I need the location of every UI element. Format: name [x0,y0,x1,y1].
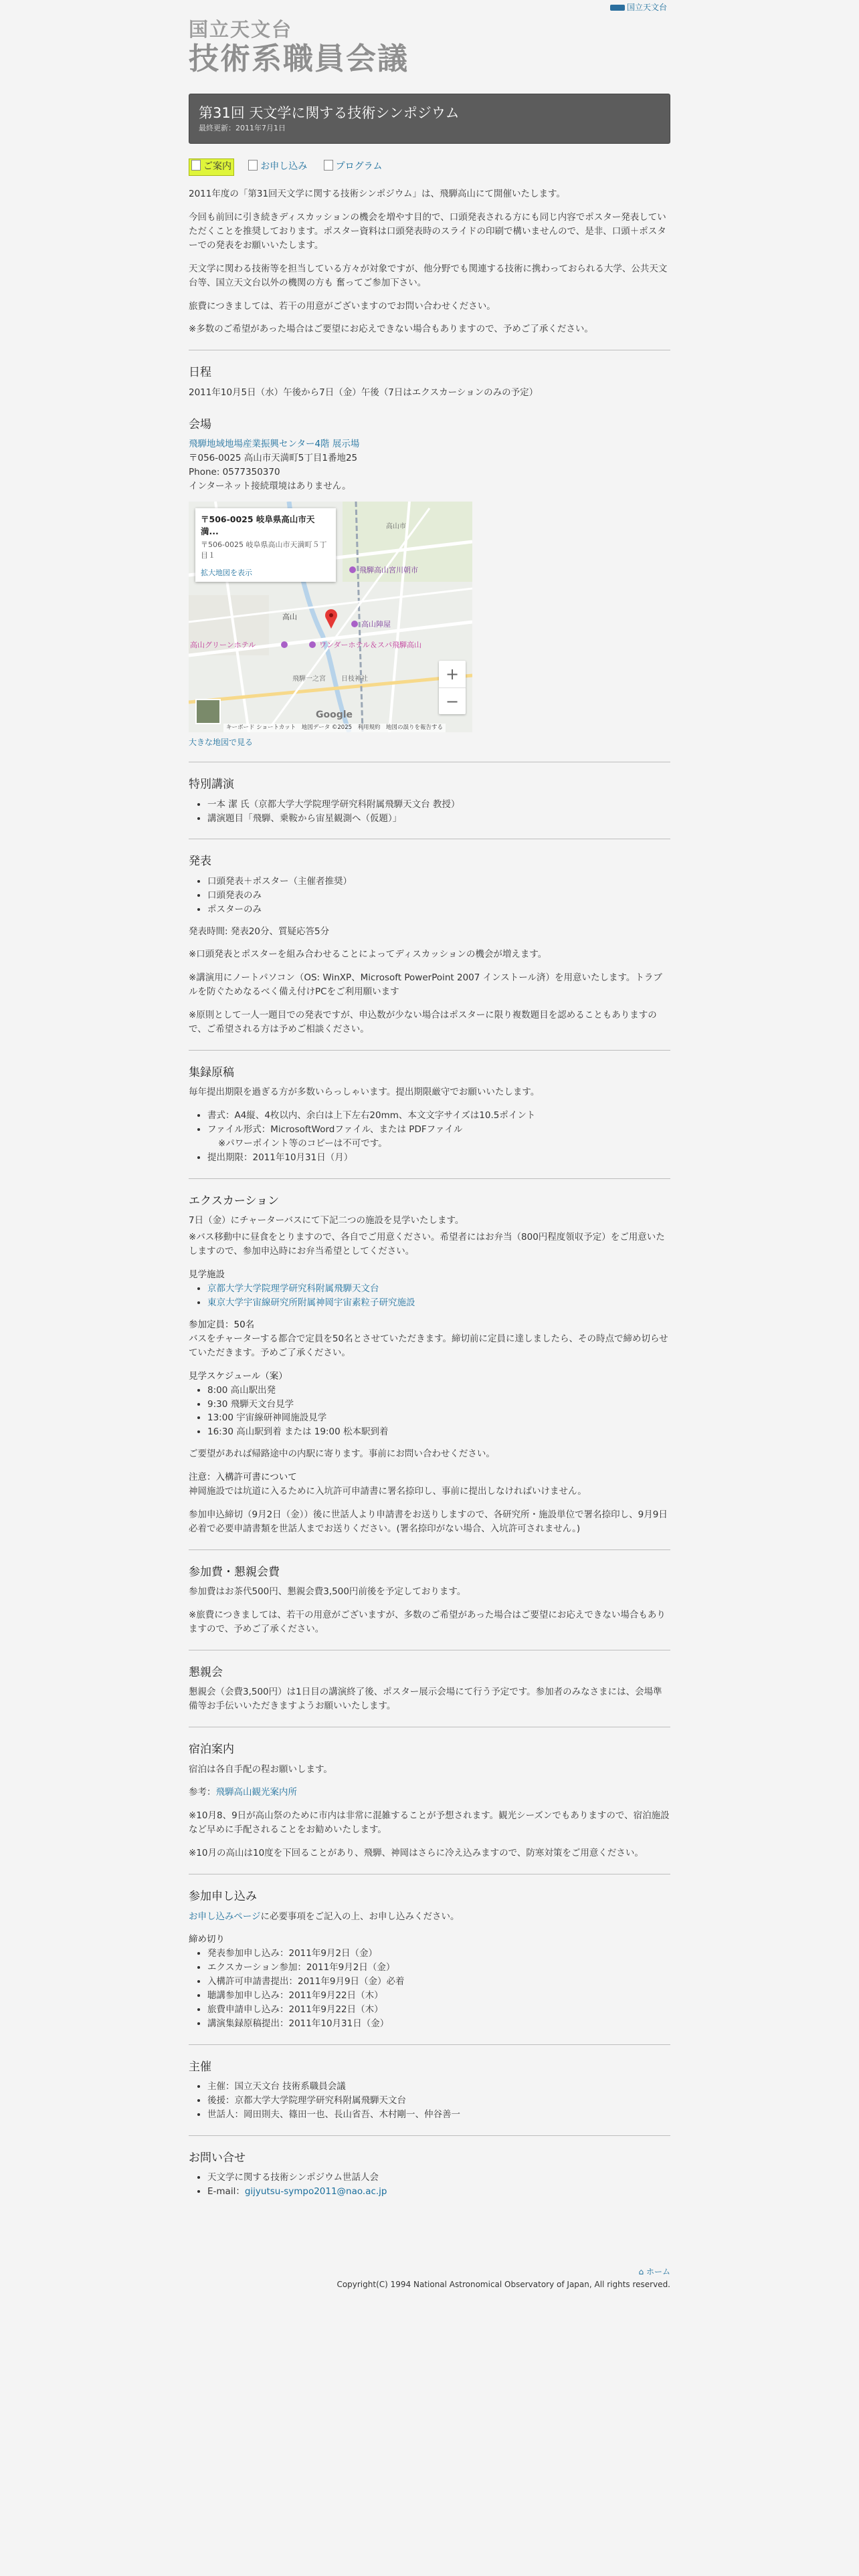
list-item: • 口頭発表＋ポスター（主催者推奨） [207,875,670,889]
naoj-top-link[interactable] [610,1,667,14]
list-item [207,1296,670,1310]
home-link-label: ホーム [646,2267,670,2276]
caution-text: 神岡施設では坑道に入るために入坑許可申請書に署名捺印し、事前に提出しなければいけません。 [189,1486,587,1497]
facility-link[interactable]: 京都大学大学院理学研究科附属飛騨天文台 [207,1283,379,1295]
email-link[interactable]: gijyutsu-sympo2011@nao.ac.jp [244,2186,387,2197]
list-item: • 13:00 宇宙線研神岡施設見学 [207,1411,670,1425]
subheading: 見学施設 [189,1269,225,1281]
list-item: • 入構許可申請書提出：2011年9月9日（金）必着 [207,1975,670,1989]
map-poi: 高山陣屋 [361,619,391,629]
intro-text: 2011年度の「第31回天文学に関する技術シンポジウム」は、飛騨高山にて開催いたします。 [189,189,565,199]
list-item: • エクスカーション参加：2011年9月2日（金） [207,1961,670,1975]
lodging-text: 宿泊は各自手配の程お願いします。 [189,1763,332,1775]
list-item [207,2185,670,2199]
section-party [189,1650,670,1713]
section-heading: 発表 [189,855,211,869]
map-poi: 高山グリーンホテル [190,640,256,649]
section-schedule [189,350,670,399]
map-info-title: 〒506-0025 岐阜県高山市天満... [201,514,315,536]
page-title-bar [189,94,670,144]
tab-program[interactable] [322,159,385,175]
list-item: • 旅費申請申し込み：2011年9月22日（木） [207,2003,670,2017]
big-map-link[interactable]: 大きな地図で見る [189,737,254,747]
venue-link[interactable]: 飛騨地域地場産業振興センター4階 展示場 [189,438,360,449]
section-heading: 会場 [189,417,211,431]
list-item: • 講演集録原稿提出：2011年10月31日（金） [207,2017,670,2031]
page-title: 第31回 天文学に関する技術シンポジウム [199,105,460,121]
section-heading: 参加申し込み [189,1890,257,1904]
ref-prefix: 参考： [189,1787,216,1798]
list-item [207,1123,670,1151]
organizer-list [189,2080,670,2122]
presentation-list [189,875,670,917]
section-fee [189,1549,670,1636]
map-footer[interactable]: キーボード ショートカット 地図データ ©2025 利用規約 地図の誤りを報告する [223,724,446,732]
manuscript-list [189,1109,670,1165]
subheading: 参加定員：50名 [189,1319,255,1330]
facility-link[interactable]: 東京大学宇宙線研究所附属神岡宇宙素粒子研究施設 [207,1297,415,1308]
section-heading: お問い合せ [189,2151,246,2165]
list-item: • 書式：A4縦、4枚以内、余白は上下左右20mm、本文文字サイズは10.5ポイント [207,1109,670,1123]
home-icon: ⌂ [638,2267,646,2276]
subheading: 見学スケジュール（案） [189,1370,288,1382]
venue-phone: Phone: 0577350370 [189,466,280,477]
site-logo[interactable] [189,17,409,76]
list-item: • 後援：京都大学大学院理学研究科附属飛騨天文台 [207,2094,670,2108]
map-info-window [195,508,336,582]
tab-apply[interactable] [246,159,309,175]
map-enlarge-link[interactable]: 拡大地図を表示 [201,568,252,577]
section-excursion [189,1178,670,1536]
list-item: • 主催：国立天文台 技術系職員会議 [207,2080,670,2094]
section-manuscript [189,1050,670,1165]
tab-apply-label: お申し込み [260,161,308,172]
section-heading: 主催 [189,2060,211,2074]
lodging-note: ※10月8、9日が高山祭のために市内は非常に混雑することが予想されます。観光シーズンでもありますので、宿泊施設など早めに手配されることをお勧めいたします。 [189,1810,670,1836]
list-item: • 提出期限：2011年10月31日（月） [207,1151,670,1165]
list-item: • 講演題目「飛騨、乗鞍から宙星観測へ（仮題）」 [207,812,670,826]
subheading: 注意：入構許可書について [189,1472,297,1483]
tab-guide[interactable] [189,158,234,176]
page-icon [248,160,258,171]
section-lodging [189,1727,670,1860]
section-heading: 日程 [189,366,211,380]
list-item: • 聴講参加申し込み：2011年9月22日（木） [207,1989,670,2003]
intro-text: 今回も前回に引き続きディスカッションの機会を増やす目的で、口頭発表される方にも同じ内容でポスター発表していただくことを推奨しております。ポスター資料は口頭発表時のスライドの印刷で構いませんので、是非、口頭＋ポスターでの発表をお願いいたします。 [189,211,666,251]
list-item: • 9:30 飛騨天文台見学 [207,1398,670,1412]
list-item: • 8:00 高山駅出発 [207,1384,670,1398]
lecture-list [189,798,670,826]
list-item: • 発表参加申し込み：2011年9月2日（金） [207,1947,670,1961]
section-contact [189,2135,670,2199]
section-heading: 集録原稿 [189,1066,234,1080]
apply-text-suffix: に必要事項をご記入の上、お申し込みください。 [260,1911,460,1922]
last-updated: 最終更新：2011年7月1日 [199,124,286,132]
list-item-text: ファイル形式：MicrosoftWordファイル、または PDFファイル [207,1124,463,1136]
apply-page-link[interactable]: お申し込みページ [189,1911,261,1922]
logo-line2: 技術系職員会議 [189,41,409,76]
excursion-intro: 7日（金）にチャーターバスにて下記二つの施設を見学いたします。 [189,1215,464,1226]
section-lecture [189,762,670,825]
map-poi: 日枝神社 [341,675,368,683]
return-note: ご要望があれば帰路途中の内駅に寄ります。事前にお問い合わせください。 [189,1448,495,1460]
map-poi: 飛騨一之宮 [292,675,326,683]
satellite-toggle-thumbnail[interactable] [195,699,221,724]
list-item: • 16:30 高山駅到着 または 19:00 松本駅到着 [207,1425,670,1439]
list-item: • 一本 潔 氏（京都大学大学院理学研究科附属飛騨天文台 教授） [207,798,670,812]
tab-bar [189,158,393,175]
subheading: 締め切り [189,1934,225,1945]
section-heading: エクスカーション [189,1194,280,1208]
caution-text: 参加申込締切（9月2日（金））後に世話人より申請書をお送りしますので、各研究所・施設単位で署名捺印し、9月9日必着で必要申請書類を世話人までお送りください。(署名捺印がない場合、入坑許可されません。) [189,1509,668,1534]
tourist-info-link[interactable]: 飛騨高山観光案内所 [215,1787,297,1798]
party-text: 懇親会（会費3,500円）は1日目の講演終了後、ポスター展示会場にて行う予定です。参加者のみなさまには、会場準備等お手伝いいただきますようお願いいたします。 [189,1687,662,1712]
copyright: Copyright(C) 1994 National Astronomical Observatory of Japan, All rights reserved. [337,2279,670,2289]
presentation-note: ※口頭発表とポスターを組み合わせることによってディスカッションの機会が増えます。 [189,949,547,960]
list-item: • 世話人：岡田則夫、篠田一也、長山省吾、木村剛一、仲谷善一 [207,2108,670,2122]
google-logo: Google [316,709,353,720]
deadline-list [189,1947,670,2031]
map-poi: ワンダーホテル＆スパ飛騨高山 [319,640,422,649]
presentation-time: 発表時間: 発表20分、質疑応答5分 [189,926,330,937]
manuscript-intro: 毎年提出期限を過ぎる方が多数いらっしゃいます。提出期限厳守でお願いいたします。 [189,1087,540,1098]
page-footer [189,2266,670,2290]
map-poi: 高山市 [386,522,406,530]
venue-address: 〒056-0025 高山市天満町5丁目1番地25 [189,452,358,463]
fee-text: 参加費はお茶代500円、懇親会費3,500円前後を予定しております。 [189,1586,466,1598]
contact-list [189,2171,670,2199]
capacity-text: バスをチャーターする都合で定員を50名とさせていただきます。締切前に定員に達しましたら、その時点で締め切らせていただきます。予めご了承ください。 [189,1333,668,1358]
section-heading: 特別講演 [189,778,234,792]
email-prefix: E-mail： [207,2186,245,2197]
page-icon [324,160,333,171]
page-icon [191,160,201,171]
embedded-map[interactable] [189,502,472,732]
list-item: • 天文学に関する技術シンポジウム世話人会 [207,2171,670,2185]
excursion-schedule-list [189,1384,670,1440]
venue-net-note: インターネット接続環境はありません。 [189,480,351,492]
map-poi: 飛騨高山宮川朝市 [359,565,418,574]
lodging-note: ※10月の高山は10度を下回ることがあり、飛騨、神岡はさらに冷え込みますので、防寒対策をご用意ください。 [189,1848,644,1859]
tab-guide-label: ご案内 [203,161,231,172]
list-item: • 口頭発表のみ [207,889,670,903]
schedule-text: 2011年10月5日（水）午後から7日（金）午後（7日はエクスカーションのみの予定） [189,387,539,398]
fee-note: ※旅費につきましては、若干の用意がございますが、多数のご希望があった場合はご要望にお応えできない場合もありますので、予めご了承ください。 [189,1610,666,1635]
intro-text: ※多数のご希望があった場合はご要望にお応えできない場合もありますので、予めご了承ください。 [189,324,593,335]
naoj-logo-icon [610,5,625,11]
list-item: • ポスターのみ [207,903,670,917]
logo-line1: 国立天文台 [189,18,293,41]
tab-program-label: プログラム [335,161,383,172]
section-heading: 懇親会 [189,1666,223,1680]
section-heading: 宿泊案内 [189,1743,234,1757]
map-zoom-control [439,661,466,714]
section-venue [189,413,670,749]
manuscript-subnote: ※パワーポイント等のコピーは不可です。 [218,1138,387,1150]
lodging-ref [189,1786,670,1800]
section-heading: 参加費・懇親会費 [189,1565,280,1579]
zoom-out-button[interactable]: − [439,687,466,715]
zoom-in-button[interactable]: + [445,664,460,683]
presentation-note: ※原則として一人一題目での発表ですが、申込数が少ない場合はポスターに限り複数題目を認めることもありますので、ご希望される方は予めご相談ください。 [189,1010,657,1035]
facility-list [189,1282,670,1310]
section-apply [189,1874,670,2031]
excursion-lunch: ※バス移動中に昼食をとりますので、各自でご用意ください。希望者にはお弁当（800円程度領収予定）をご用意いたしますので、参加申込時にお弁当希望としてください。 [189,1232,665,1257]
map-poi: 高山 [282,612,297,621]
home-link[interactable] [189,2266,670,2278]
presentation-note: ※講演用にノートパソコン（OS: WinXP、Microsoft PowerPoint 2007 インストール済）を用意いたします。トラブルを防ぐためなるべく備え付けPCをご利用願います [189,972,662,998]
intro-text: 旅費につきましては、若干の用意がございますのでお問い合わせください。 [189,300,496,312]
intro-text: 天文学に関わる技術等を担当している方々が対象ですが、他分野でも関連する技術に携わっておられる大学、公共天文台等、国立天文台以外の機関の方も 奮ってご参加下さい。 [189,263,668,288]
apply-text [189,1910,670,1924]
map-info-address: 〒506-0025 岐阜県高山市天満町５丁目１ [201,540,327,560]
main-content [189,187,670,2207]
list-item [207,1282,670,1296]
naoj-top-link-label: 国立天文台 [626,3,667,12]
section-organizer [189,2044,670,2122]
section-presentation [189,839,670,1037]
